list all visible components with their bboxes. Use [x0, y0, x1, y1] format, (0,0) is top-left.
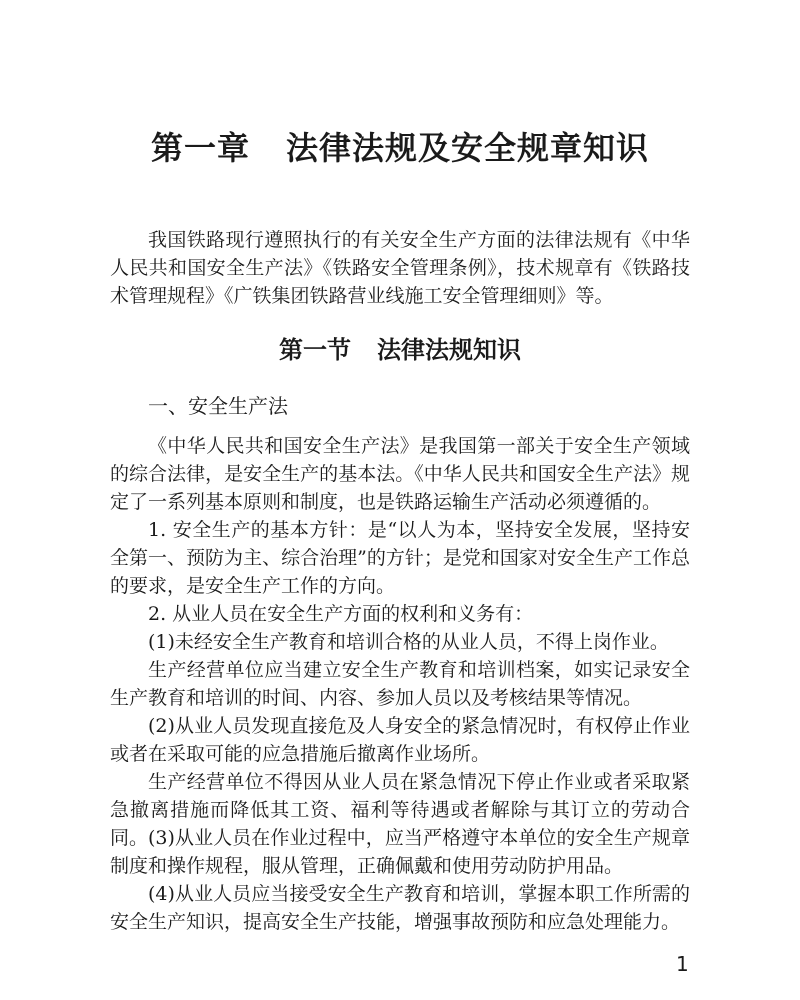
section-label: 第一节: [279, 336, 351, 364]
subsection-title: 一、安全生产法: [148, 394, 288, 418]
section-title: [0, 334, 800, 366]
body-paragraph: (4)从业人员应当接受安全生产教育和培训，掌握本职工作所需的安全生产知识，提高安全生产技能，增强事故预防和应急处理能力。: [110, 883, 690, 933]
page-number: 1: [676, 952, 689, 976]
body-paragraph: 1. 安全生产的基本方针：是“以人为本，坚持安全发展，坚持安全第一、预防为主、综合治理”的方针；是党和国家对安全生产工作总的要求，是安全生产工作的方向。: [110, 519, 690, 597]
body-paragraph: 生产经营单位应当建立安全生产教育和培训档案，如实记录安全生产教育和培训的时间、内容、参加人员以及考核结果等情况。: [110, 659, 690, 709]
body-paragraph: (1)未经安全生产教育和培训合格的从业人员，不得上岗作业。: [148, 631, 669, 653]
intro-paragraph: 我国铁路现行遵照执行的有关安全生产方面的法律法规有《中华人民共和国安全生产法》《铁路安全管理条例》，技术规章有《铁路技术管理规程》《广铁集团铁路营业线施工安全管理细则》等。: [110, 229, 690, 307]
body-paragraph: (3)从业人员在作业过程中，应当严格遵守本单位的安全生产规章制度和操作规程，服从管理，正确佩戴和使用劳动防护用品。: [110, 827, 690, 877]
body-paragraph: 生产经营单位不得因从业人员在紧急情况下停止作业或者采取紧急撤离措施而降低其工资、福利等待遇或者解除与其订立的劳动合同。: [110, 771, 690, 849]
chapter-heading: 法律法规及安全规章知识: [286, 129, 650, 167]
body-paragraph: 《中华人民共和国安全生产法》是我国第一部关于安全生产领域的综合法律，是安全生产的基本法。《中华人民共和国安全生产法》规定了一系列基本原则和制度，也是铁路运输生产活动必须遵循的。: [110, 435, 690, 513]
chapter-label: 第一章: [150, 129, 250, 167]
chapter-title: [0, 128, 800, 168]
section-heading: 法律法规知识: [377, 336, 521, 364]
body-paragraph: 2. 从业人员在安全生产方面的权利和义务有：: [148, 603, 534, 625]
body-paragraph: (2)从业人员发现直接危及人身安全的紧急情况时，有权停止作业或者在采取可能的应急措施后撤离作业场所。: [110, 715, 690, 765]
